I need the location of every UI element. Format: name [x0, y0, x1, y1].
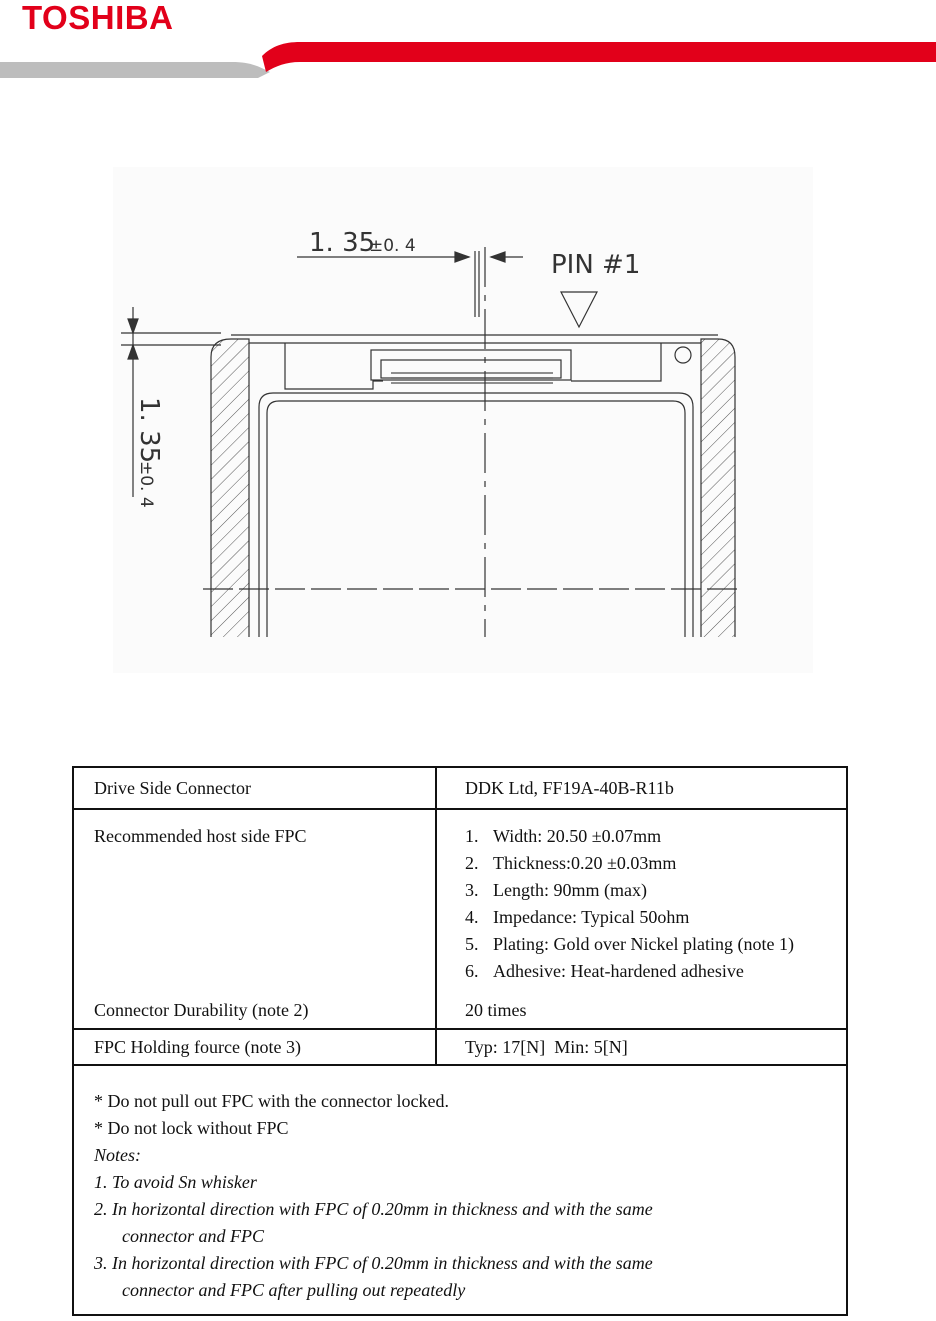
durability-label: Connector Durability (note 2)	[94, 1000, 309, 1020]
row-label: FPC Holding fource (note 3)	[73, 1029, 436, 1065]
row-label-cell	[73, 809, 436, 1029]
table-row	[73, 809, 847, 1029]
note-item: 1. To avoid Sn whisker	[94, 1172, 257, 1192]
dim-horizontal: 1. 35	[309, 228, 376, 258]
pin1-label: PIN #1	[551, 250, 641, 280]
pin-row	[391, 373, 553, 383]
note-item: 3. In horizontal direction with FPC of 0.20mm in thickness and with the same	[94, 1253, 653, 1273]
note-item-continued: connector and FPC	[122, 1226, 264, 1246]
note-item-continued: connector and FPC after pulling out repeatedly	[122, 1280, 466, 1300]
row-label: Drive Side Connector	[73, 767, 436, 809]
list-item: 2. Thickness:0.20 ±0.03mm	[465, 853, 677, 873]
list-item: 4. Impedance: Typical 50ohm	[465, 907, 690, 927]
row-value: DDK Ltd, FF19A-40B-R11b	[436, 767, 847, 809]
header-band	[0, 38, 936, 83]
warning-line: * Do not lock without FPC	[94, 1118, 289, 1138]
dim-vertical: 1. 35	[134, 397, 164, 464]
dim-horizontal-tolerance: ±0. 4	[369, 236, 416, 256]
pin1-marker-circle	[675, 347, 691, 363]
dim-vertical-tolerance: ±0. 4	[136, 461, 156, 508]
pin1-triangle	[561, 292, 597, 327]
list-item: 6. Adhesive: Heat-hardened adhesive	[465, 961, 744, 981]
gray-band	[0, 62, 270, 78]
connector-drawing	[113, 167, 813, 673]
table-row	[73, 767, 847, 809]
list-item: 3. Length: 90mm (max)	[465, 880, 647, 900]
table-row	[73, 1029, 847, 1065]
red-band	[262, 42, 936, 72]
toshiba-logo: TOSHIBA	[22, 0, 174, 36]
left-wall	[211, 339, 249, 637]
durability-value: 20 times	[465, 1000, 527, 1020]
note-item: 2. In horizontal direction with FPC of 0.20mm in thickness and with the same	[94, 1199, 653, 1219]
table-row	[73, 1065, 847, 1315]
drawing-svg	[113, 167, 813, 673]
connector-spec-table	[72, 766, 848, 1316]
list-item: 1. Width: 20.50 ±0.07mm	[465, 826, 662, 846]
fpc-label: Recommended host side FPC	[94, 826, 307, 846]
warning-line: * Do not pull out FPC with the connector locked.	[94, 1091, 449, 1111]
right-wall	[701, 339, 735, 637]
notes-cell	[73, 1065, 847, 1315]
notes-heading: Notes:	[94, 1145, 141, 1165]
fpc-spec-list	[465, 823, 846, 985]
row-value: Typ: 17[N] Min: 5[N]	[436, 1029, 847, 1065]
list-item: 5. Plating: Gold over Nickel plating (note 1)	[465, 934, 794, 954]
row-value-cell	[436, 809, 847, 1029]
page-header	[0, 0, 936, 90]
